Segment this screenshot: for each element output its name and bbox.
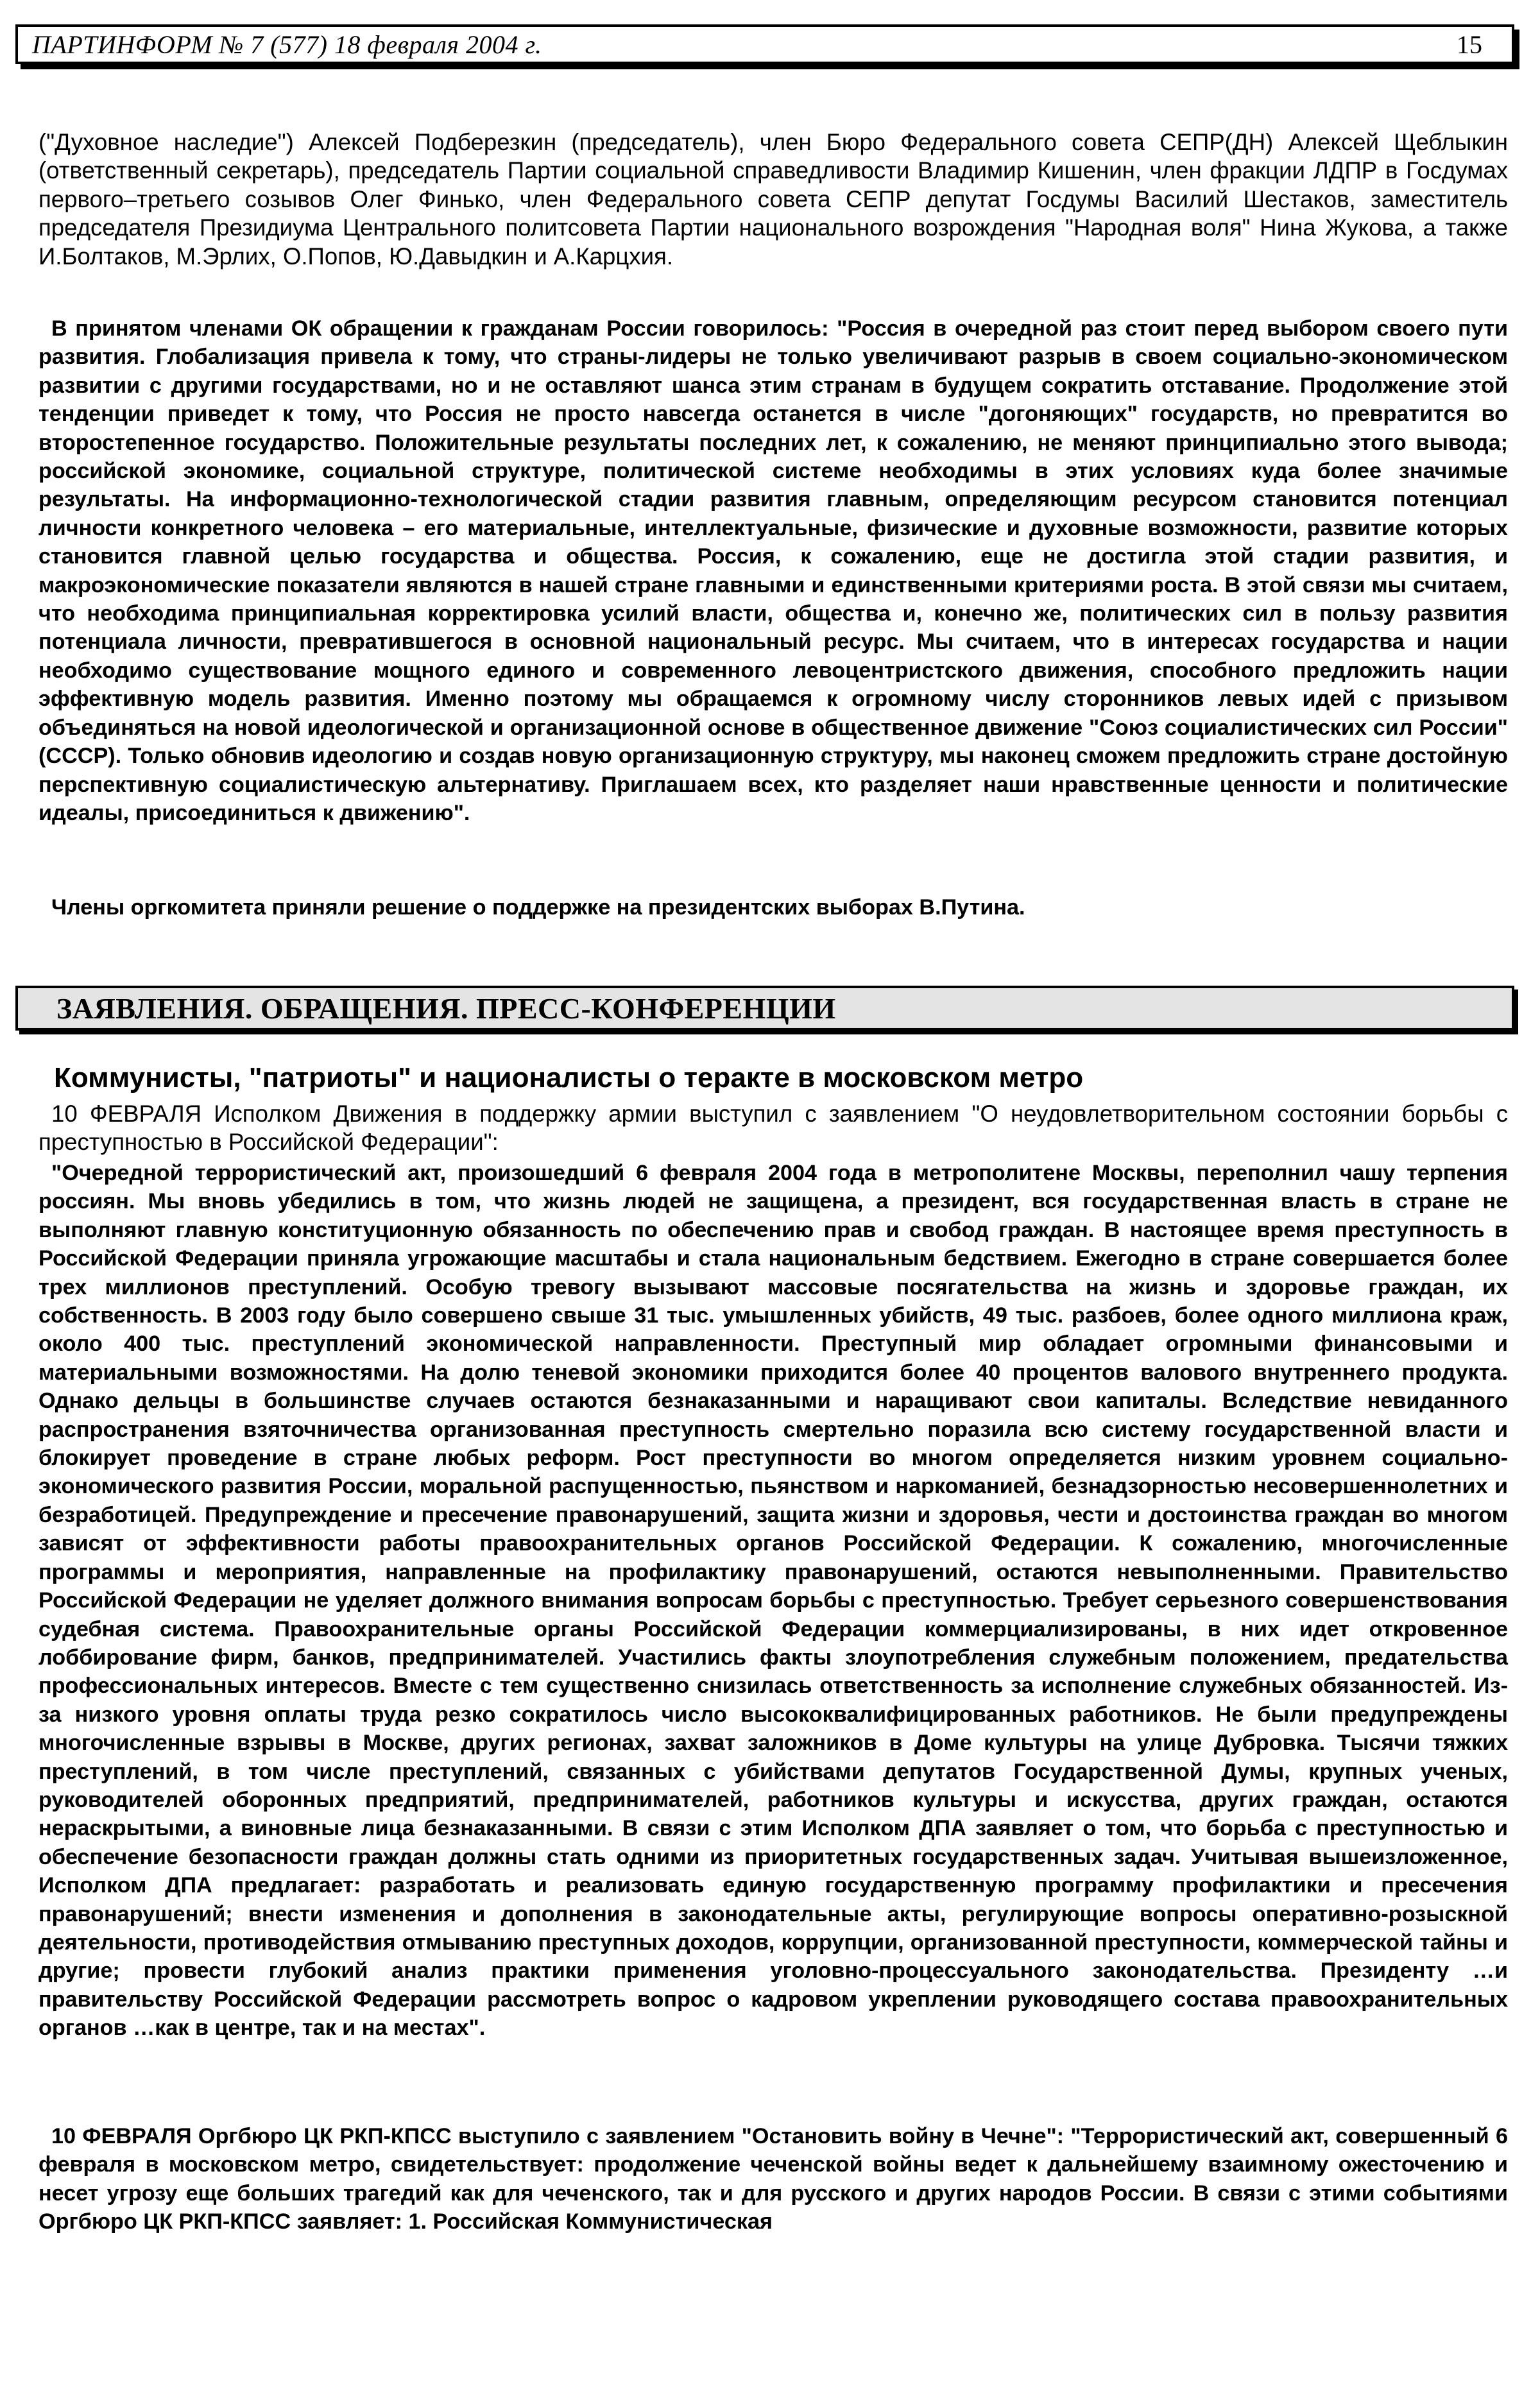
support-paragraph: Члены оргкомитета приняли решение о поддержке на президентских выборах В.Путина. [51, 895, 1025, 920]
statement-block [38, 1159, 1508, 2043]
support-block [38, 893, 1508, 921]
page-number: 15 [1457, 30, 1482, 59]
article-lead: 10 ФЕВРАЛЯ Исполком Движения в поддержку армии выступил с заявлением "О неудовлетворительном состоянии борьбы с преступностью в Российской Федерации": [38, 1101, 1508, 1156]
publication-title: ПАРТИНФОРМ № 7 (577) 18 февраля 2004 г. [32, 30, 542, 59]
article-lead-block [38, 1100, 1508, 1157]
intro-paragraph: ("Духовное наследие") Алексей Подберезкин (председатель), член Бюро Федерального совета СЕПР(ДН) Алексей Щеблыкин (ответственный секретарь), председатель Партии социальной справедливости Владимир Кишенин, член фракции ЛДПР в Госдумах первого–третьего созывов Олег Финько, член Федерального совета СЕПР депутат Госдумы Василий Шестаков, заместитель председателя Президиума Центрального политсовета Партии национального возрождения "Народная воля" Нина Жукова, а также И.Болтаков, М.Эрлих, О.Попов, Ю.Давыдкин и А.Карцхия. [38, 129, 1508, 270]
statement-paragraph: "Очередной террористический акт, произошедший 6 февраля 2004 года в метрополитене Москвы, переполнил чашу терпения россиян. Мы вновь убедились в том, что жизнь людей не защищена, а президент, вся государственная власть в стране не выполняют главную конституционную обязанность по обеспечению прав и свобод граждан. В настоящее время преступность в Российской Федерации приняла угрожающие масштабы и стала национальным бедствием. Ежегодно в стране совершается более трех миллионов преступлений. Особую тревогу вызывают массовые посягательства на жизнь и здоровье граждан, их собственность. В 2003 году было совершено свыше 31 тыс. умышленных убийств, 49 тыс. разбоев, более одного миллиона краж, около 400 тыс. преступлений экономической направленности. Преступный мир обладает огромными финансовыми и материальными возможностями. На долю теневой экономики приходится более 40 процентов валового внутреннего продукта. Однако дельцы в большинстве случаев остаются безнаказанными и наращивают свои капиталы. Вследствие невиданного распространения взяточничества организованная преступность смертельно поразила всю систему государственной власти и блокирует проведение в стране любых реформ. Рост преступности во многом определяется низким уровнем социально-экономического развития России, моральной распущенностью, пьянством и наркоманией, безнадзорностью несовершеннолетних и безработицей. Предупреждение и пресечение правонарушений, защита жизни и здоровья, чести и достоинства граждан во многом зависят от эффективности работы правоохранительных органов Российской Федерации. К сожалению, многочисленные программы и мероприятия, направленные на профилактику правонарушений, остаются невыполненными. Правительство Российской Федерации не уделяет должного внимания вопросам борьбы с преступностью. Требует серьезного совершенствования судебная система. Правоохранительные органы Российской Федерации коммерциализированы, в них идет откровенное лоббирование фирм, банков, предпринимателей. Участились факты злоупотребления служебным положением, предательства профессиональных интересов. Вместе с тем существенно снизилась ответственность за исполнение служебных обязанностей. Из-за низкого уровня оплаты труда резко сократилось число высококвалифицированных работников. Не были предупреждены многочисленные взрывы в Москве, других регионах, захват заложников в Доме культуры на улице Дубровка. Тысячи тяжких преступлений, в том числе преступлений, связанных с убийствами депутатов Государственной Думы, крупных ученых, руководителей оборонных предприятий, предпринимателей, работников культуры и искусства, других граждан, остаются нераскрытыми, а виновные лица безнаказанными. В связи с этим Исполком ДПА заявляет о том, что борьба с преступностью и обеспечение безопасности граждан должны стать одними из приоритетных государственных задач. Учитывая вышеизложенное, Исполком ДПА предлагает: разработать и реализовать единую государственную программу профилактики и пресечения правонарушений; внести изменения и дополнения в законодательные акты, регулирующие вопросы оперативно-розыскной деятельности, противодействия отмыванию преступных доходов, коррупции, организованной преступности, коммерческой тайны и другие; провести глубокий анализ практики применения уголовно-процессуального законодательства. Президенту …и правительству Российской Федерации рассмотреть вопрос о кадровом укреплении руководящего состава правоохранительных органов …как в центре, так и на местах". [38, 1161, 1508, 2041]
page-header [15, 24, 1514, 64]
intro-block [38, 128, 1508, 271]
section-header [15, 986, 1514, 1031]
appeal-block [38, 314, 1508, 827]
section-title: ЗАЯВЛЕНИЯ. ОБРАЩЕНИЯ. ПРЕСС-КОНФЕРЕНЦИИ [56, 991, 836, 1025]
article-heading: Коммунисты, "патриоты" и националисты о теракте в московском метро [54, 1062, 1084, 1093]
second-statement-block [38, 2122, 1508, 2236]
appeal-paragraph: В принятом членами ОК обращении к гражданам России говорилось: "Россия в очередной раз стоит перед выбором своего пути развития. Глобализация привела к тому, что страны-лидеры не только увеличивают разрыв в своем социально-экономическом развитии с другими государствами, но и не оставляют шанса этим странам в будущем сократить отставание. Продолжение этой тенденции приведет к тому, что Россия не просто навсегда останется в числе "догоняющих" государств, но превратится во второстепенное государство. Положительные результаты последних лет, к сожалению, не меняют принципиально этого вывода; российской экономике, социальной структуре, политической системе необходимы в этих условиях куда более значимые результаты. На информационно-технологической стадии развития главным, определяющим ресурсом становится потенциал личности конкретного человека – его материальные, интеллектуальные, физические и духовные возможности, развитие которых становится главной целью государства и общества. Россия, к сожалению, еще не достигла этой стадии развития, и макроэкономические показатели являются в нашей стране главными и единственными критериями роста. В этой связи мы считаем, что необходима принципиальная корректировка усилий власти, общества и, конечно же, политических сил в пользу развития потенциала личности, превратившегося в основной национальный ресурс. Мы считаем, что в интересах государства и нации необходимо существование мощного единого и современного левоцентристского движения, способного предложить нации эффективную модель развития. Именно поэтому мы обращаемся к огромному числу сторонников левых идей с призывом объединяться на новой идеологической и организационной основе в общественное движение "Союз социалистических сил России" (СССР). Только обновив идеологию и создав новую организационную структуру, мы наконец сможем предложить стране достойную перспективную социалистическую альтернативу. Приглашаем всех, кто разделяет наши нравственные ценности и политические идеалы, присоединиться к движению". [38, 316, 1508, 825]
second-statement-paragraph: 10 ФЕВРАЛЯ Оргбюро ЦК РКП-КПСС выступило с заявлением "Остановить войну в Чечне": "Террористический акт, совершенный 6 февраля в московском метро, свидетельствует: продолжение чеченской войны ведет к дальнейшему взаимному ожесточению и несет угрозу еще больших трагедий как для чеченского, так и для русского и других народов России. В связи с этими событиями Оргбюро ЦК РКП-КПСС заявляет: 1. Российская Коммунистическая [38, 2124, 1508, 2234]
